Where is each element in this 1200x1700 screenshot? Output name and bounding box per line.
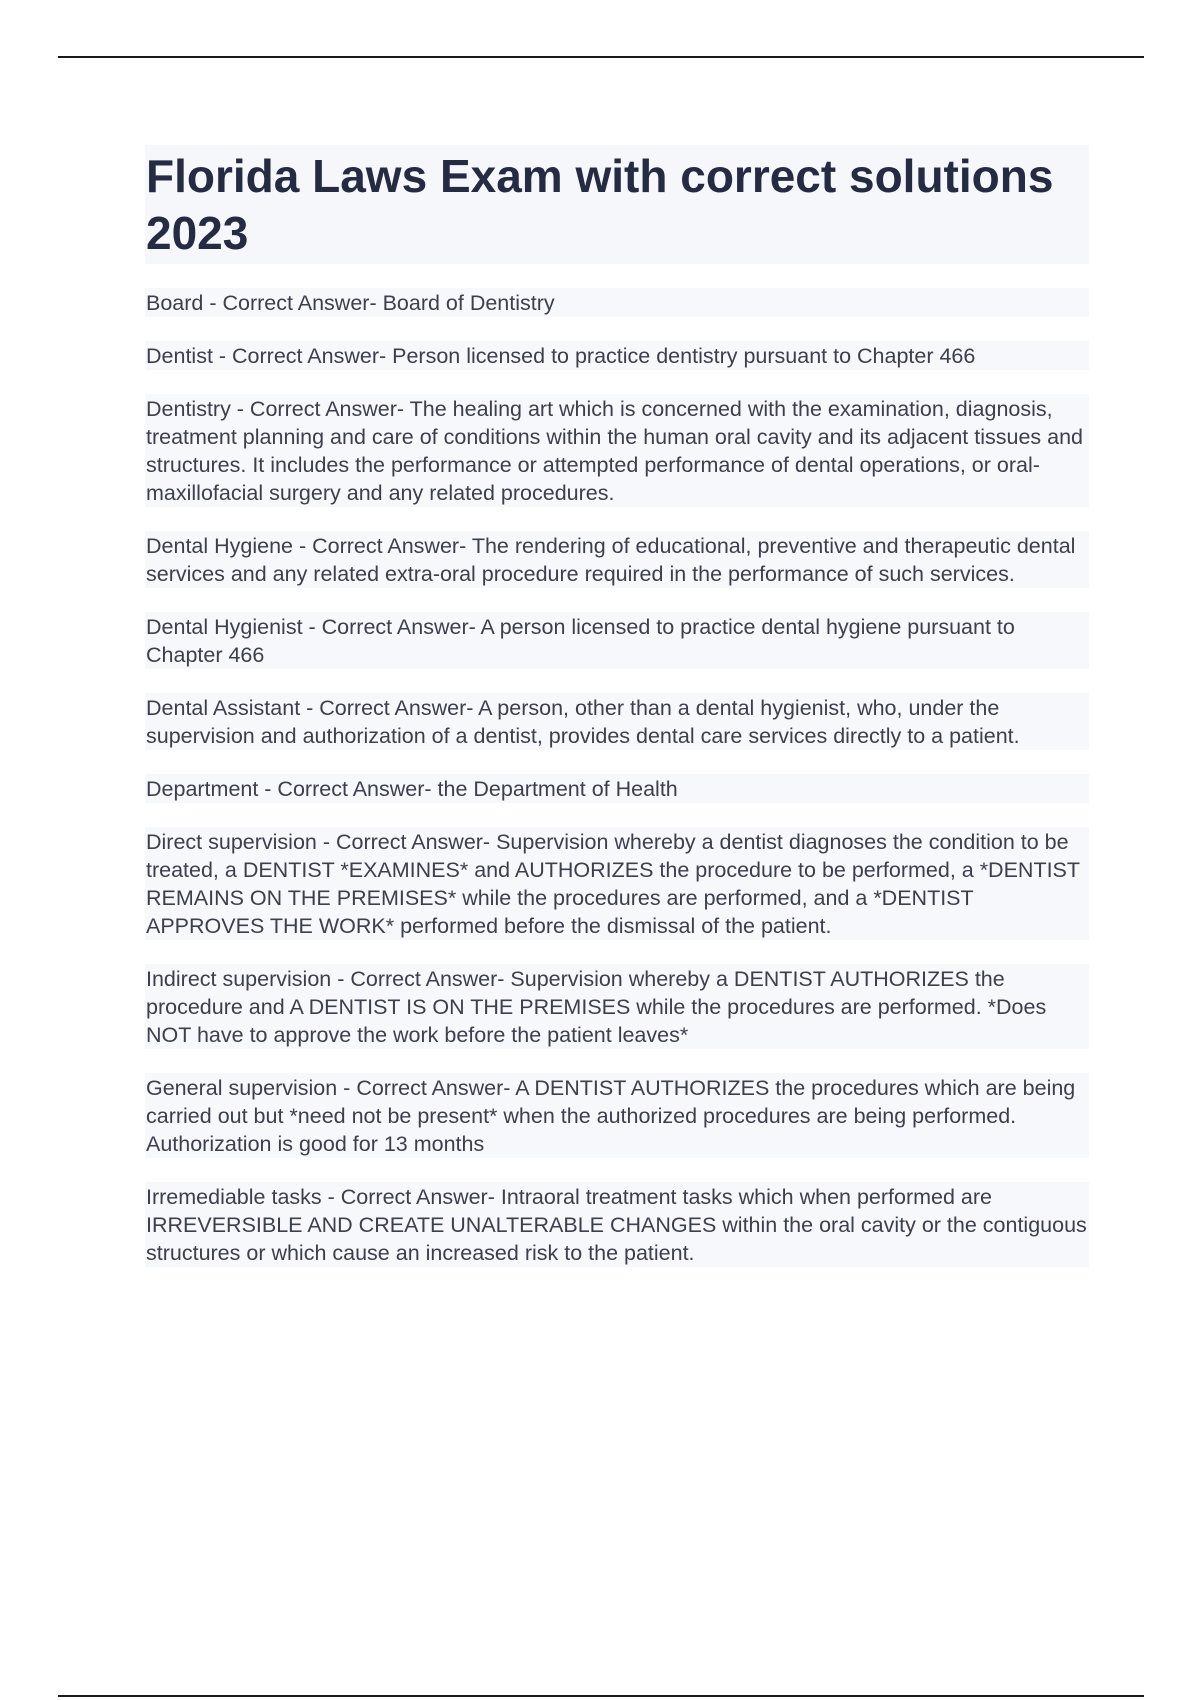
qa-entry-direct-supervision: Direct supervision - Correct Answer- Supervision whereby a dentist diagnoses the condition to be treated, a DENTIST *EXAMINES* and AUTHORIZES the procedure to be performed, a *DENTIST REMAINS ON THE PREMISES* while the procedures are performed, and a *DENTIST APPROVES THE WORK* performed before the dismissal of the patient. xyxy=(145,827,1089,940)
title-block xyxy=(145,145,1089,264)
top-rule xyxy=(58,56,1144,58)
document-body xyxy=(145,145,1089,1291)
document-title: Florida Laws Exam with correct solutions 2023 xyxy=(146,150,1054,259)
qa-entry-dentistry: Dentistry - Correct Answer- The healing art which is concerned with the examination, diagnosis, treatment planning and care of conditions within the human oral cavity and its adjacent tissues and structures. It includes the performance or attempted performance of dental operations, or oral-maxillofacial surgery and any related procedures. xyxy=(145,394,1089,507)
qa-entry-dentist: Dentist - Correct Answer- Person licensed to practice dentistry pursuant to Chapter 466 xyxy=(145,341,1089,370)
qa-entry-indirect-supervision: Indirect supervision - Correct Answer- Supervision whereby a DENTIST AUTHORIZES the procedure and A DENTIST IS ON THE PREMISES while the procedures are performed. *Does NOT have to approve the work before the patient leaves* xyxy=(145,964,1089,1049)
qa-entry-irremediable-tasks: Irremediable tasks - Correct Answer- Intraoral treatment tasks which when performed are IRREVERSIBLE AND CREATE UNALTERABLE CHANGES within the oral cavity or the contiguous structures or which cause an increased risk to the patient. xyxy=(145,1182,1089,1267)
qa-entry-dental-hygiene: Dental Hygiene - Correct Answer- The rendering of educational, preventive and therapeutic dental services and any related extra-oral procedure required in the performance of such services. xyxy=(145,531,1089,588)
qa-list xyxy=(145,288,1089,1267)
qa-entry-board: Board - Correct Answer- Board of Dentistry xyxy=(145,288,1089,317)
qa-entry-department: Department - Correct Answer- the Department of Health xyxy=(145,774,1089,803)
bottom-rule xyxy=(58,1695,1144,1697)
qa-entry-dental-hygienist: Dental Hygienist - Correct Answer- A person licensed to practice dental hygiene pursuant to Chapter 466 xyxy=(145,612,1089,669)
qa-entry-dental-assistant: Dental Assistant - Correct Answer- A person, other than a dental hygienist, who, under the supervision and authorization of a dentist, provides dental care services directly to a patient. xyxy=(145,693,1089,750)
qa-entry-general-supervision: General supervision - Correct Answer- A DENTIST AUTHORIZES the procedures which are being carried out but *need not be present* when the authorized procedures are being performed. Authorization is good for 13 months xyxy=(145,1073,1089,1158)
